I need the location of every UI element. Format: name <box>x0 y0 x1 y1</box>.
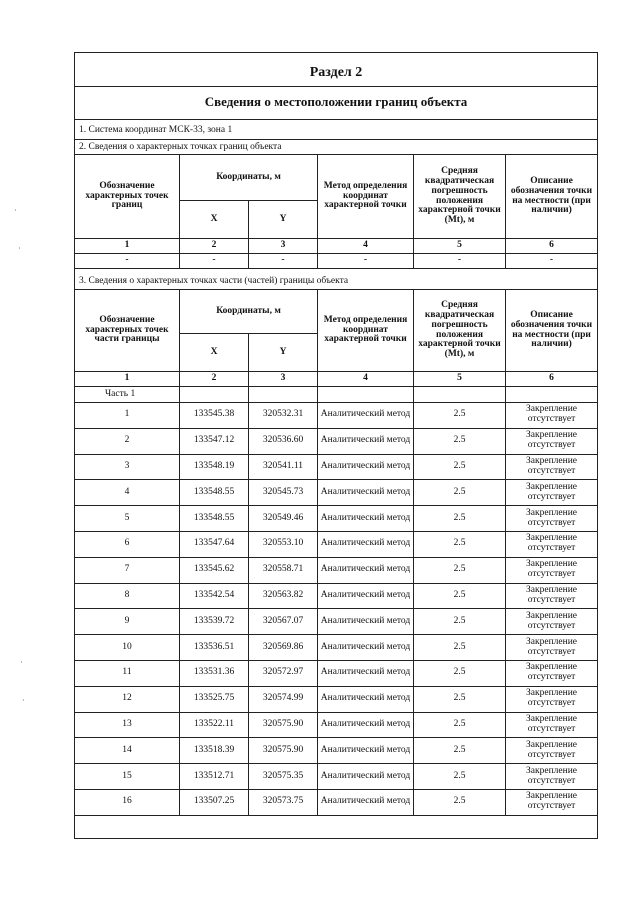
coord-x: 133518.39 <box>180 738 249 764</box>
table-row <box>75 660 598 686</box>
method-cell: Аналитический метод <box>318 738 414 764</box>
header-x: X <box>180 334 249 372</box>
col-number: 3 <box>249 239 318 254</box>
table-row <box>75 789 598 815</box>
method-cell: Аналитический метод <box>318 583 414 609</box>
empty-cell <box>318 387 414 403</box>
header-method: Метод определения координат характерной точки <box>318 155 414 239</box>
table-row <box>75 403 598 429</box>
description-cell: Закрепление отсутствует <box>506 660 598 686</box>
coord-x: 133547.64 <box>180 531 249 557</box>
coord-x: 133531.36 <box>180 660 249 686</box>
scan-mark: · <box>22 696 25 705</box>
empty-cell: - <box>75 254 180 269</box>
method-cell: Аналитический метод <box>318 686 414 712</box>
description-cell: Закрепление отсутствует <box>506 686 598 712</box>
description-cell: Закрепление отсутствует <box>506 557 598 583</box>
table-row <box>75 764 598 790</box>
accuracy-cell: 2.5 <box>414 428 506 454</box>
coord-system: 1. Система координат МСК-33, зона 1 <box>79 125 233 135</box>
method-cell: Аналитический метод <box>318 712 414 738</box>
col-number: 3 <box>249 372 318 387</box>
table-row <box>75 635 598 661</box>
description-cell: Закрепление отсутствует <box>506 428 598 454</box>
empty-cell: - <box>249 254 318 269</box>
point-number: 8 <box>75 583 180 609</box>
coord-y: 320575.35 <box>249 764 318 790</box>
header-description: Описание обозначения точки на местности (при наличии) <box>506 155 598 239</box>
method-cell: Аналитический метод <box>318 635 414 661</box>
coord-x: 133522.11 <box>180 712 249 738</box>
coord-x: 133548.55 <box>180 506 249 532</box>
method-cell: Аналитический метод <box>318 454 414 480</box>
header-coords: Координаты, м <box>180 290 318 334</box>
method-cell: Аналитический метод <box>318 557 414 583</box>
method-cell: Аналитический метод <box>318 609 414 635</box>
point-number: 2 <box>75 428 180 454</box>
point-number: 6 <box>75 531 180 557</box>
empty-cell <box>506 387 598 403</box>
point-number: 16 <box>75 789 180 815</box>
accuracy-cell: 2.5 <box>414 506 506 532</box>
table-row <box>75 557 598 583</box>
description-cell: Закрепление отсутствует <box>506 789 598 815</box>
coord-y: 320545.73 <box>249 480 318 506</box>
coord-y: 320567.07 <box>249 609 318 635</box>
empty-cell <box>180 387 249 403</box>
coord-y: 320575.90 <box>249 738 318 764</box>
col-number: 5 <box>414 372 506 387</box>
col-number: 6 <box>506 372 598 387</box>
accuracy-cell: 2.5 <box>414 635 506 661</box>
description-cell: Закрепление отсутствует <box>506 738 598 764</box>
header-coords: Координаты, м <box>180 155 318 201</box>
part2-table <box>74 154 598 269</box>
method-cell: Аналитический метод <box>318 531 414 557</box>
part3-heading: 3. Сведения о характерных точках части (частей) границы объекта <box>79 276 349 286</box>
divider <box>75 139 597 140</box>
coord-y: 320574.99 <box>249 686 318 712</box>
table-row <box>75 583 598 609</box>
scan-mark: · <box>18 244 21 253</box>
coord-y: 320573.75 <box>249 789 318 815</box>
col-number: 2 <box>180 239 249 254</box>
coord-x: 133548.19 <box>180 454 249 480</box>
coord-x: 133536.51 <box>180 635 249 661</box>
coord-x: 133545.62 <box>180 557 249 583</box>
header-method: Метод определения координат характерной точки <box>318 290 414 372</box>
part2-heading: 2. Сведения о характерных точках границ объекта <box>79 142 282 152</box>
coord-x: 133542.54 <box>180 583 249 609</box>
col-number: 6 <box>506 239 598 254</box>
table-row <box>75 738 598 764</box>
document-frame <box>74 52 598 839</box>
empty-cell: - <box>506 254 598 269</box>
accuracy-cell: 2.5 <box>414 480 506 506</box>
table-row <box>75 531 598 557</box>
col-number: 1 <box>75 239 180 254</box>
header-x: X <box>180 201 249 239</box>
coord-y: 320536.60 <box>249 428 318 454</box>
coord-y: 320572.97 <box>249 660 318 686</box>
coord-x: 133539.72 <box>180 609 249 635</box>
point-number: 4 <box>75 480 180 506</box>
scan-mark: · <box>14 206 17 215</box>
header-accuracy: Средняя квадратическая погрешность положения характерной точки (Mt), м <box>414 155 506 239</box>
method-cell: Аналитический метод <box>318 403 414 429</box>
table-row <box>75 454 598 480</box>
point-number: 15 <box>75 764 180 790</box>
point-number: 10 <box>75 635 180 661</box>
point-number: 11 <box>75 660 180 686</box>
accuracy-cell: 2.5 <box>414 764 506 790</box>
empty-cell <box>414 387 506 403</box>
coord-y: 320558.71 <box>249 557 318 583</box>
col-number: 2 <box>180 372 249 387</box>
col-number: 1 <box>75 372 180 387</box>
scan-mark: · <box>20 658 23 667</box>
point-number: 1 <box>75 403 180 429</box>
coord-y: 320532.31 <box>249 403 318 429</box>
part-label: Часть 1 <box>75 387 180 403</box>
accuracy-cell: 2.5 <box>414 712 506 738</box>
method-cell: Аналитический метод <box>318 764 414 790</box>
col-number: 4 <box>318 372 414 387</box>
method-cell: Аналитический метод <box>318 428 414 454</box>
point-number: 13 <box>75 712 180 738</box>
col-number: 5 <box>414 239 506 254</box>
table-row <box>75 506 598 532</box>
col-number: 4 <box>318 239 414 254</box>
method-cell: Аналитический метод <box>318 660 414 686</box>
part3-table <box>74 289 598 816</box>
coord-y: 320563.82 <box>249 583 318 609</box>
accuracy-cell: 2.5 <box>414 557 506 583</box>
header-y: Y <box>249 201 318 239</box>
coord-y: 320541.11 <box>249 454 318 480</box>
header-y: Y <box>249 334 318 372</box>
accuracy-cell: 2.5 <box>414 738 506 764</box>
coord-x: 133547.12 <box>180 428 249 454</box>
point-number: 7 <box>75 557 180 583</box>
accuracy-cell: 2.5 <box>414 403 506 429</box>
description-cell: Закрепление отсутствует <box>506 609 598 635</box>
description-cell: Закрепление отсутствует <box>506 480 598 506</box>
point-number: 5 <box>75 506 180 532</box>
coord-x: 133548.55 <box>180 480 249 506</box>
coord-y: 320549.46 <box>249 506 318 532</box>
description-cell: Закрепление отсутствует <box>506 403 598 429</box>
point-number: 3 <box>75 454 180 480</box>
section-subtitle: Сведения о местоположении границ объекта <box>204 94 468 109</box>
divider <box>75 119 597 120</box>
empty-cell: - <box>180 254 249 269</box>
method-cell: Аналитический метод <box>318 506 414 532</box>
description-cell: Закрепление отсутствует <box>506 454 598 480</box>
description-cell: Закрепление отсутствует <box>506 506 598 532</box>
method-cell: Аналитический метод <box>318 789 414 815</box>
points-body <box>75 403 598 816</box>
coord-y: 320575.90 <box>249 712 318 738</box>
accuracy-cell: 2.5 <box>414 789 506 815</box>
accuracy-cell: 2.5 <box>414 531 506 557</box>
accuracy-cell: 2.5 <box>414 609 506 635</box>
header-designation: Обозначение характерных точек границ <box>75 155 180 239</box>
table-row <box>75 480 598 506</box>
table-row <box>75 428 598 454</box>
coord-x: 133525.75 <box>180 686 249 712</box>
accuracy-cell: 2.5 <box>414 660 506 686</box>
point-number: 14 <box>75 738 180 764</box>
coord-y: 320553.10 <box>249 531 318 557</box>
method-cell: Аналитический метод <box>318 480 414 506</box>
header-designation: Обозначение характерных точек части границы <box>75 290 180 372</box>
empty-cell <box>249 387 318 403</box>
header-accuracy: Средняя квадратическая погрешность положения характерной точки (Mt), м <box>414 290 506 372</box>
description-cell: Закрепление отсутствует <box>506 635 598 661</box>
accuracy-cell: 2.5 <box>414 583 506 609</box>
description-cell: Закрепление отсутствует <box>506 764 598 790</box>
table-row <box>75 609 598 635</box>
coord-x: 133507.25 <box>180 789 249 815</box>
table-row <box>75 712 598 738</box>
table-row <box>75 686 598 712</box>
accuracy-cell: 2.5 <box>414 686 506 712</box>
description-cell: Закрепление отсутствует <box>506 712 598 738</box>
point-number: 9 <box>75 609 180 635</box>
empty-cell: - <box>318 254 414 269</box>
divider <box>75 86 597 87</box>
empty-cell: - <box>414 254 506 269</box>
coord-x: 133512.71 <box>180 764 249 790</box>
coord-x: 133545.38 <box>180 403 249 429</box>
section-title: Раздел 2 <box>309 65 363 80</box>
point-number: 12 <box>75 686 180 712</box>
header-description: Описание обозначения точки на местности (при наличии) <box>506 290 598 372</box>
accuracy-cell: 2.5 <box>414 454 506 480</box>
description-cell: Закрепление отсутствует <box>506 583 598 609</box>
coord-y: 320569.86 <box>249 635 318 661</box>
description-cell: Закрепление отсутствует <box>506 531 598 557</box>
